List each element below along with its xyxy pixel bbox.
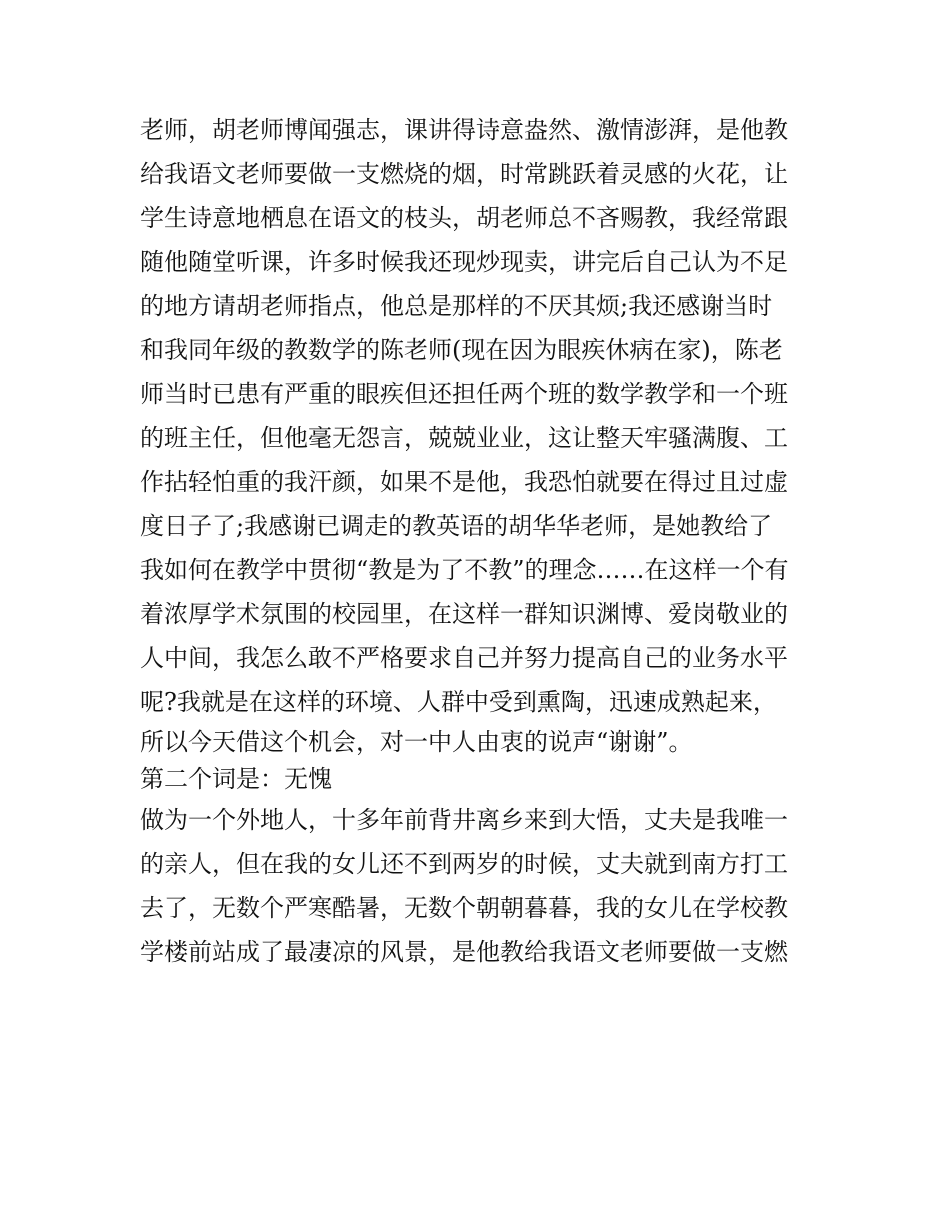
- text-line: 度日子了;我感谢已调走的教英语的胡华华老师，是她教给了: [140, 512, 773, 540]
- text-line: 和我同年级的教数学的陈老师(现在因为眼疾休病在家)，陈老: [140, 336, 783, 364]
- text-line: 给我语文老师要做一支燃烧的烟，时常跳跃着灵感的火花，让: [140, 160, 788, 188]
- text-line: 做为一个外地人，十多年前背井离乡来到大悟，丈夫是我唯一: [140, 806, 788, 834]
- text-line: 的班主任，但他毫无怨言，兢兢业业，这让整天牢骚满腹、工: [140, 424, 788, 452]
- text-line: 呢?我就是在这样的环境、人群中受到熏陶，迅速成熟起来，: [140, 688, 777, 716]
- text-line: 我如何在教学中贯彻“教是为了不教”的理念……在这样一个有: [140, 556, 789, 584]
- body-text: [140, 108, 820, 974]
- text-line: 作拈轻怕重的我汗颜，如果不是他，我恐怕就要在得过且过虚: [140, 468, 788, 496]
- text-line: 学楼前站成了最凄凉的风景，是他教给我语文老师要做一支燃: [140, 938, 788, 966]
- text-line: 学生诗意地栖息在语文的枝头，胡老师总不吝赐教，我经常跟: [140, 204, 788, 232]
- text-line: 去了，无数个严寒酷暑，无数个朝朝暮暮，我的女儿在学校教: [140, 894, 788, 922]
- text-line: 老师，胡老师博闻强志，课讲得诗意盎然、激情澎湃，是他教: [140, 116, 788, 144]
- text-line: 着浓厚学术氛围的校园里，在这样一群知识渊博、爱岗敬业的: [140, 600, 788, 628]
- text-line: 的亲人，但在我的女儿还不到两岁的时候，丈夫就到南方打工: [140, 850, 788, 878]
- text-line: 师当时已患有严重的眼疾但还担任两个班的数学教学和一个班: [140, 380, 788, 408]
- text-line: 的地方请胡老师指点，他总是那样的不厌其烦;我还感谢当时: [140, 292, 773, 320]
- section-heading: 第二个词是：无愧: [140, 765, 332, 793]
- text-line: 所以今天借这个机会，对一中人由衷的说声“谢谢”。: [140, 728, 693, 756]
- text-line: 人中间，我怎么敢不严格要求自己并努力提高自己的业务水平: [140, 644, 788, 672]
- text-line: 随他随堂听课，许多时候我还现炒现卖，讲完后自己认为不足: [140, 248, 788, 276]
